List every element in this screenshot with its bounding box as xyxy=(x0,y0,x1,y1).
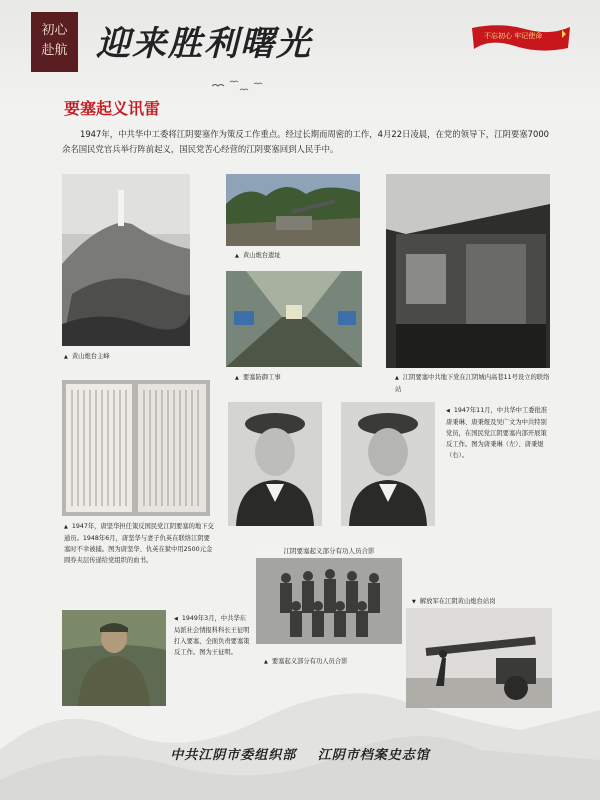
caption-group-photo: ▲ 要塞起义部分有功人员合影 xyxy=(264,658,348,665)
officer-left-photo xyxy=(228,402,322,526)
caption-wang-zhengming: ◀ 1949年3月，中共华东局派社会情报科科长王征明打入要塞，全面负责要塞策反工作。图为王征明。 xyxy=(174,615,250,656)
page-title: 迎来胜利曙光 xyxy=(96,24,312,64)
caption-huangshan-ruins: ▲ 黄山炮台遗址 xyxy=(235,252,281,259)
logo-line-1: 初心 xyxy=(41,23,68,38)
footer-org-1: 中共江阴市委组织部 xyxy=(170,748,297,763)
caption-tunnel-text: 要塞防御工事 xyxy=(242,374,281,381)
wang-zhengming-photo xyxy=(62,610,166,706)
cannon-photo xyxy=(406,608,552,708)
caption-cannon: ▼ 解放军在江阴黄山炮台站岗 xyxy=(412,598,496,605)
caption-blood-letter: ▲ 1947年，唐坚华担任策反国民党江阴要塞的地下交通员。1948年6月，唐坚华与妻子仇英在联络江阴要塞时不幸被捕。图为唐坚华、仇英在狱中用2500元金圆券夹层传递给党组织的血书。 xyxy=(64,523,214,564)
flying-birds-icon xyxy=(210,78,270,96)
caption-tunnel: ▲ 要塞防御工事 xyxy=(235,374,281,381)
blood-letter-photo xyxy=(62,380,210,516)
logo-line-2: 赴航 xyxy=(41,43,68,58)
caption-huangshan-peak: ▲ 黄山炮台主峰 xyxy=(64,353,110,360)
caption-two-officers-text: 1947年11月，中共华中工委批准唐秉琳、唐秉煜及吴广文为中共特别党员，在国民党江阴要塞内部开展策反工作。图为唐秉琳（左）、唐秉煜（右）。 xyxy=(446,407,548,459)
liaison-station-photo xyxy=(386,174,550,368)
caption-group-photo-text: 要塞起义部分有功人员合影 xyxy=(271,658,348,665)
caption-wang-zhengming-text: 1949年3月，中共华东局派社会情报科科长王征明打入要塞，全面负责要塞策反工作。图为王征明。 xyxy=(174,615,250,656)
flag-slogan: 不忘初心 牢记使命 xyxy=(484,32,543,40)
huangshan-ruins-photo xyxy=(226,174,360,246)
caption-huangshan-peak-text: 黄山炮台主峰 xyxy=(71,353,110,360)
huangshan-peak-photo xyxy=(62,174,190,346)
group-photo-banner: 江阴要塞起义部分有功人员合影 xyxy=(283,547,375,555)
caption-liaison-station-text: 江阴要塞中共地下党在江阴城内高巷11号设立的联络站 xyxy=(395,374,550,393)
group-photo xyxy=(256,544,402,644)
footer-organizations xyxy=(0,744,600,763)
caption-huangshan-ruins-text: 黄山炮台遗址 xyxy=(242,252,281,259)
caption-cannon-text: 解放军在江阴黄山炮台站岗 xyxy=(419,598,496,605)
officer-right-photo xyxy=(341,402,435,526)
caption-liaison-station: ▲ 江阴要塞中共地下党在江阴城内高巷11号设立的联络站 xyxy=(395,374,550,393)
logo-badge xyxy=(31,12,78,72)
section-title: 要塞起义讯雷 xyxy=(64,99,161,118)
caption-two-officers: ◀ 1947年11月，中共华中工委批准唐秉琳、唐秉煜及吴广文为中共特别党员，在国民党江阴要塞内部开展策反工作。图为唐秉琳（左）、唐秉煜（右）。 xyxy=(446,407,548,459)
caption-blood-letter-text: 1947年，唐坚华担任策反国民党江阴要塞的地下交通员。1948年6月，唐坚华与妻子仇英在联络江阴要塞时不幸被捕。图为唐坚华、仇英在狱中用2500元金圆券夹层传递给党组织的血书。 xyxy=(64,523,214,564)
footer-org-2: 江阴市档案史志馆 xyxy=(317,748,430,763)
tunnel-photo xyxy=(226,271,362,367)
intro-paragraph: 1947年，中共华中工委将江阴要塞作为策反工作重点。经过长期而周密的工作，4月22日凌晨，在党的领导下，江阴要塞7000余名国民党官兵举行阵前起义，国民党苦心经营的江阴要塞回到人民手中。 xyxy=(62,129,549,154)
